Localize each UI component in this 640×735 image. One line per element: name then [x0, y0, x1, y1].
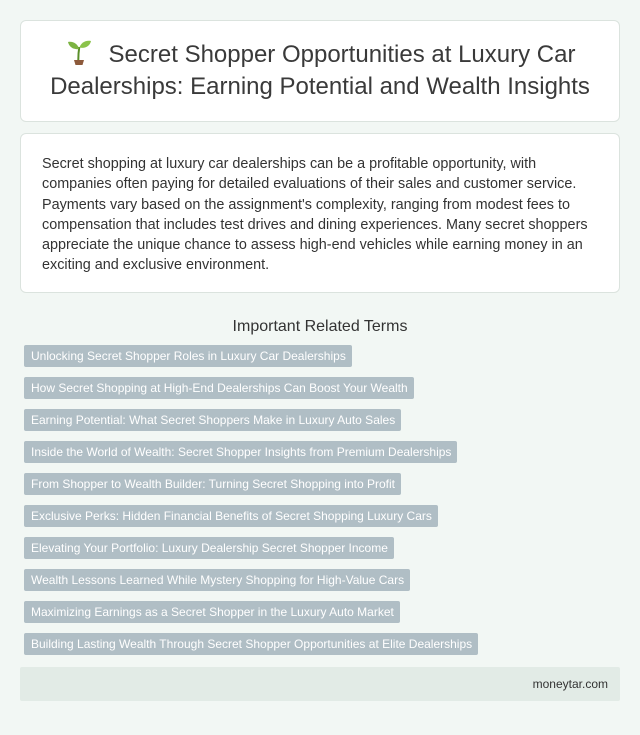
related-terms-list [20, 345, 620, 655]
summary-card [20, 133, 620, 293]
summary-text: Secret shopping at luxury car dealerships can be a profitable opportunity, with companies often paying for detailed evaluations of their sales and customer service. Payments vary based on the assignment's complexity, ranging from modest fees to compensation that includes test drives and dining experiences. Many secret shoppers appreciate the unique chance to assess high-end vehicles while earning money in an exciting and exclusive environment. [42, 156, 588, 274]
seedling-icon [65, 39, 93, 65]
related-term-link[interactable]: Earning Potential: What Secret Shoppers Make in Luxury Auto Sales [24, 409, 401, 431]
related-term-link[interactable]: Exclusive Perks: Hidden Financial Benefits of Secret Shopping Luxury Cars [24, 505, 438, 527]
title-card [20, 20, 620, 122]
related-term-link[interactable]: How Secret Shopping at High-End Dealerships Can Boost Your Wealth [24, 377, 414, 399]
related-term-link[interactable]: Maximizing Earnings as a Secret Shopper in the Luxury Auto Market [24, 601, 400, 623]
page-title-text: Secret Shopper Opportunities at Luxury Car Dealerships: Earning Potential and Wealth Insights [50, 41, 590, 100]
related-terms-heading: Important Related Terms [232, 318, 408, 335]
page-title [37, 39, 603, 103]
related-term-link[interactable]: Elevating Your Portfolio: Luxury Dealership Secret Shopper Income [24, 537, 394, 559]
footer-bar [20, 667, 620, 701]
related-term-link[interactable]: Wealth Lessons Learned While Mystery Shopping for High-Value Cars [24, 569, 410, 591]
related-term-link[interactable]: Unlocking Secret Shopper Roles in Luxury Car Dealerships [24, 345, 352, 367]
related-term-link[interactable]: From Shopper to Wealth Builder: Turning Secret Shopping into Profit [24, 473, 401, 495]
related-term-link[interactable]: Building Lasting Wealth Through Secret Shopper Opportunities at Elite Dealerships [24, 633, 478, 655]
related-term-link[interactable]: Inside the World of Wealth: Secret Shopper Insights from Premium Dealerships [24, 441, 457, 463]
footer-site-link[interactable]: moneytar.com [532, 677, 608, 691]
